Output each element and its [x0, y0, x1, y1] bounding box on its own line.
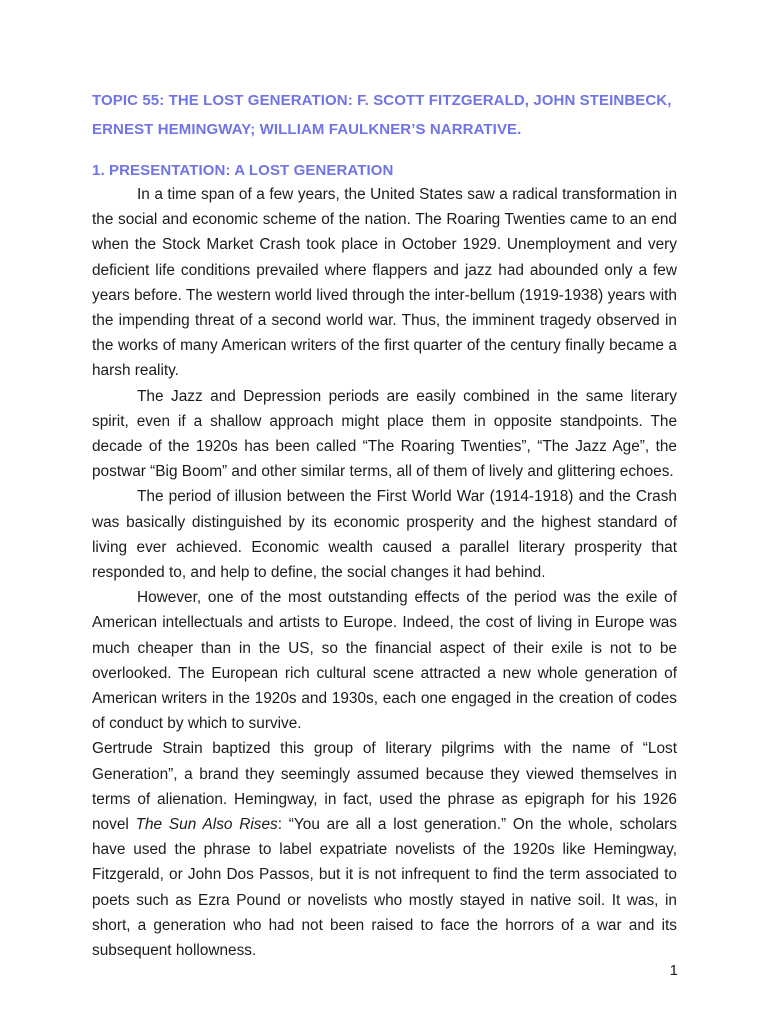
paragraph-4: However, one of the most outstanding effects of the period was the exile of American intellectuals and artists to Europe. Indeed, the cost of living in Europe was much cheaper than in the US, so the financial aspect of their exile is not to be overlooked. The European rich cultural scene attracted a new whole generation of American writers in the 1920s and 1930s, each one engaged in the creation of codes of conduct by which to survive.	[92, 589, 677, 733]
paragraph-3: The period of illusion between the First World War (1914-1918) and the Crash was basically distinguished by its economic prosperity and the highest standard of living ever achieved. Economic wealth caused a parallel literary prosperity that responded to, and help to define, the social changes it had behind.	[92, 488, 677, 582]
book-title: The Sun Also Rises	[135, 816, 278, 834]
paragraph-5	[92, 736, 677, 963]
page-number: 1	[669, 962, 678, 979]
paragraph-5-text-a: Gertrude Strain baptized this group of literary pilgrims with the name of “Lost Generation”, a brand they seemingly assumed because they viewed themselves in terms of alienation. Hemingway, in fact, used the phrase as epigraph for his 1926 novel	[92, 740, 677, 834]
document-page	[92, 86, 677, 963]
paragraph-1: In a time span of a few years, the United States saw a radical transformation in the social and economic scheme of the nation. The Roaring Twenties came to an end when the Stock Market Crash took place in October 1929. Unemployment and very deficient life conditions prevailed where flappers and jazz had abounded only a few years before. The western world lived through the inter-bellum (1919-1938) years with the impending threat of a second world war. Thus, the imminent tragedy observed in the works of many American writers of the first quarter of the century finally became a harsh reality.	[92, 186, 677, 380]
paragraph-5-text-b: : “You are all a lost generation.” On the whole, scholars have used the phrase to label expatriate novelists of the 1920s like Hemingway, Fitzgerald, or John Dos Passos, but it is not infrequent to find the term associated to poets such as Ezra Pound or novelists who mostly stayed in native soil. It was, in short, a generation who had not been raised to face the horrors of a war and its subsequent hollowness.	[92, 816, 677, 960]
section-heading: 1. PRESENTATION: A LOST GENERATION	[92, 162, 394, 179]
paragraph-2: The Jazz and Depression periods are easily combined in the same literary spirit, even if a shallow approach might place them in opposite standpoints. The decade of the 1920s has been called “The Roaring Twenties”, “The Jazz Age”, the postwar “Big Boom” and other similar terms, all of them of lively and glittering echoes.	[92, 387, 677, 481]
document-title: TOPIC 55: THE LOST GENERATION: F. SCOTT FITZGERALD, JOHN STEINBECK, ERNEST HEMINGWAY; WILLIAM FAULKNER’S NARRATIVE.	[92, 92, 672, 138]
